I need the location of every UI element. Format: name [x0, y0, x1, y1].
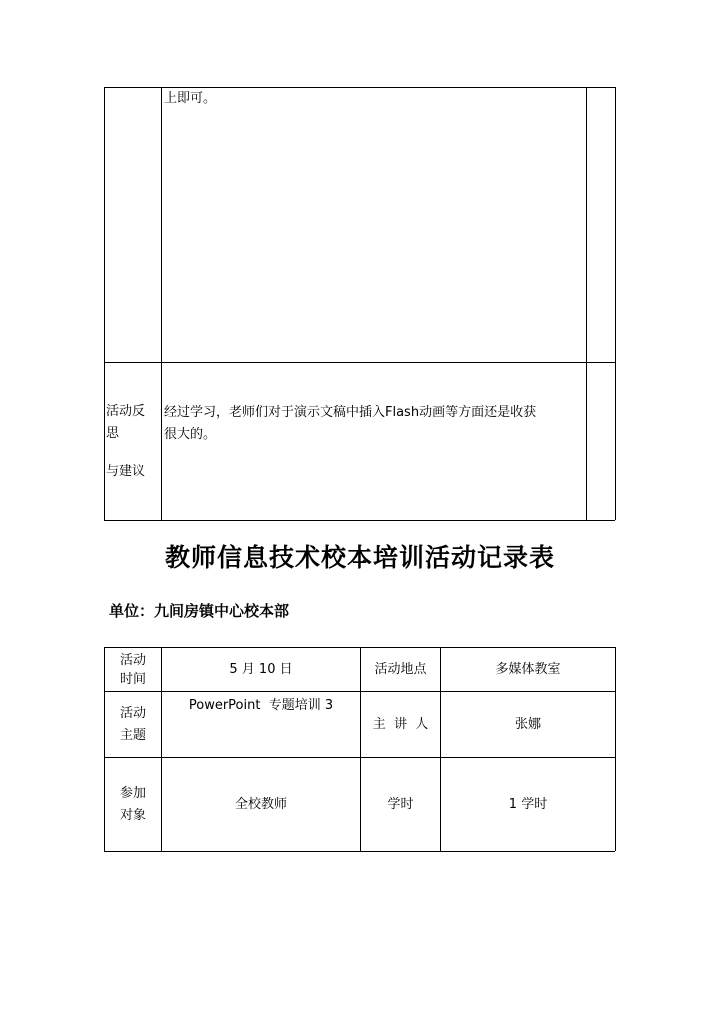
speaker-value: 张娜 — [514, 716, 541, 732]
table-border — [104, 851, 615, 852]
cell-label: 活动反 — [106, 404, 146, 419]
cell-label — [105, 758, 161, 851]
cell-label — [105, 648, 161, 691]
cell-label: 思 — [106, 426, 120, 441]
table-border — [586, 87, 587, 520]
content-text: 很大的。 — [164, 427, 217, 442]
time-value: 5 月 10 日 — [229, 661, 293, 677]
cell-label: 与建议 — [106, 464, 146, 479]
label-line: 对象 — [119, 807, 146, 823]
table-border — [615, 87, 616, 520]
table-border — [161, 87, 162, 520]
table-border — [615, 647, 616, 851]
table-border — [104, 87, 105, 520]
table-border — [104, 87, 615, 88]
table-border — [104, 362, 615, 363]
table-border — [104, 520, 615, 521]
label-line: 主题 — [119, 727, 146, 743]
place-label: 活动地点 — [374, 661, 427, 677]
audience-value: 全校教师 — [234, 796, 287, 812]
label-line: 参加 — [119, 785, 146, 801]
cell-label — [105, 692, 161, 757]
form-title: 教师信息技术校本培训活动记录表 — [164, 543, 555, 572]
topic-value: PowerPoint 专题培训 3 — [188, 698, 334, 713]
content-text: 经过学习，老师们对于演示文稿中插入Flash动画等方面还是收获 — [164, 405, 537, 420]
unit-line: 单位：九间房镇中心校本部 — [109, 602, 290, 620]
place-value: 多媒体教室 — [495, 661, 561, 677]
label-line: 活动 — [119, 705, 146, 721]
label-line: 时间 — [119, 671, 146, 687]
speaker-label: 主 讲 人 — [372, 716, 429, 732]
hours-label: 学时 — [387, 796, 414, 812]
hours-value: 1 学时 — [508, 796, 548, 812]
label-line: 活动 — [119, 652, 146, 668]
content-text: 上即可。 — [164, 91, 217, 106]
